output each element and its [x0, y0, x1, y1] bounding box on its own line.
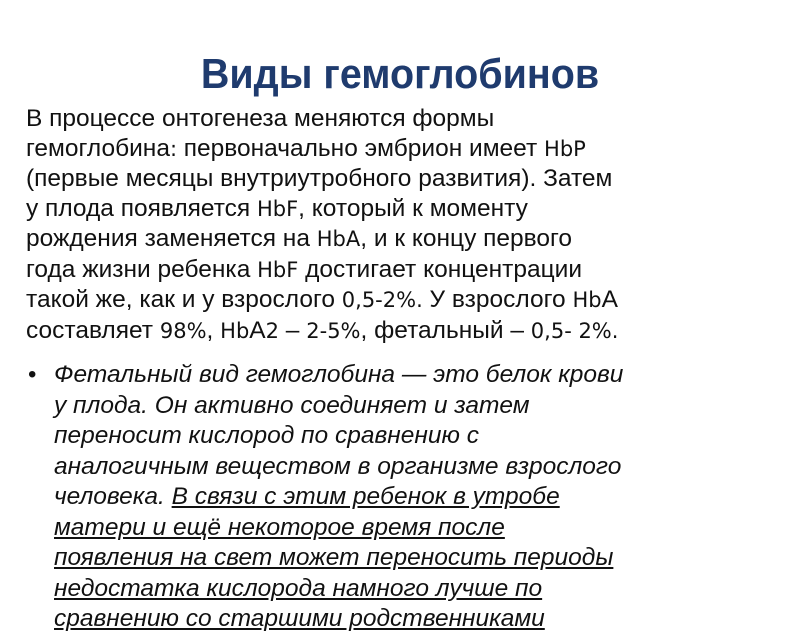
- bullet-line-underlined: [54, 543, 786, 574]
- paragraph-line: [26, 164, 786, 194]
- underlined-text-run: В связи с этим ребенок в утробе: [171, 483, 560, 510]
- percentage-value: 98%: [159, 318, 207, 343]
- text-run: А: [601, 286, 618, 313]
- text-run: :: [169, 136, 184, 161]
- paragraph-line: [26, 194, 786, 225]
- hemoglobin-symbol: Hb: [572, 288, 602, 312]
- percentage-value: 0,5-2%.: [341, 288, 423, 312]
- text-run: года жизни ребенка: [26, 255, 258, 283]
- text-run: переносит кислород по сравнению с: [54, 422, 479, 449]
- slide-title: Виды гемоглобинов: [200, 50, 600, 97]
- text-run: человека.: [54, 483, 172, 510]
- bullet-line: [54, 482, 786, 513]
- bullet-text: [54, 360, 786, 635]
- text-run: А: [249, 316, 266, 344]
- text-run: , который к моменту: [298, 194, 528, 222]
- text-run: 2: [265, 318, 279, 343]
- text-run: гемоглобина: [26, 134, 170, 162]
- bullet-item-fetal-hemoglobin: [26, 360, 786, 635]
- text-run: , и к концу первого: [360, 225, 573, 252]
- percentage-value: 0,5- 2%: [530, 318, 612, 343]
- hemoglobin-symbol: HbF: [257, 257, 299, 282]
- percentage-value: 2-5%: [306, 318, 361, 343]
- underlined-text-run: матери и ещё некоторое время после: [54, 513, 505, 541]
- hemoglobin-symbol: Hb: [220, 318, 250, 343]
- bullet-line: [54, 391, 786, 422]
- bullet-line-underlined: [54, 604, 786, 635]
- paragraph-line: [26, 285, 786, 316]
- underlined-text-run: появления на свет может переносить периоды: [54, 544, 614, 571]
- underlined-text-run: сравнению со старшими родственниками: [54, 605, 545, 632]
- hemoglobin-symbol: HbA: [316, 227, 361, 251]
- text-run: составляет: [26, 316, 160, 344]
- text-run: В процессе онтогенеза меняются формы: [26, 105, 495, 132]
- text-run: у плода. Он активно соединяет и затем: [54, 391, 530, 419]
- slide-body: [26, 104, 786, 635]
- bullet-line: [54, 452, 786, 483]
- hemoglobin-types-paragraph: [26, 104, 786, 346]
- paragraph-line: [26, 255, 786, 286]
- hemoglobin-symbol: HbF: [256, 196, 299, 221]
- text-run: рождения заменяется на: [26, 225, 317, 252]
- paragraph-line: [26, 316, 786, 347]
- text-run: аналогичным веществом в организме взрослого: [54, 452, 622, 480]
- text-run: , фетальный –: [360, 316, 531, 344]
- text-run: У взрослого: [422, 286, 573, 313]
- text-run: .: [611, 318, 619, 343]
- underlined-text-run: недостатка кислорода намного лучше по: [54, 574, 543, 602]
- paragraph-line: [26, 104, 786, 134]
- bullet-line: [54, 360, 786, 391]
- bullet-line-underlined: [54, 513, 786, 544]
- text-run: достигает концентрации: [298, 255, 583, 283]
- text-run: –: [279, 316, 307, 344]
- paragraph-line: [26, 224, 786, 255]
- text-run: (первые месяцы внутриутробного развития). Затем: [26, 165, 613, 192]
- text-run: у плода появляется: [26, 194, 257, 222]
- bullet-line: [54, 421, 786, 452]
- paragraph-line: [26, 134, 786, 165]
- text-run: такой же, как и у взрослого: [26, 286, 342, 313]
- text-run: первоначально эмбрион имеет: [183, 134, 545, 162]
- text-run: Фетальный вид гемоглобина — это белок крови: [54, 361, 624, 388]
- bullet-line-underlined: [54, 574, 786, 605]
- text-run: ,: [206, 316, 221, 344]
- bullet-marker: •: [28, 361, 37, 388]
- hemoglobin-symbol: HbP: [544, 136, 586, 161]
